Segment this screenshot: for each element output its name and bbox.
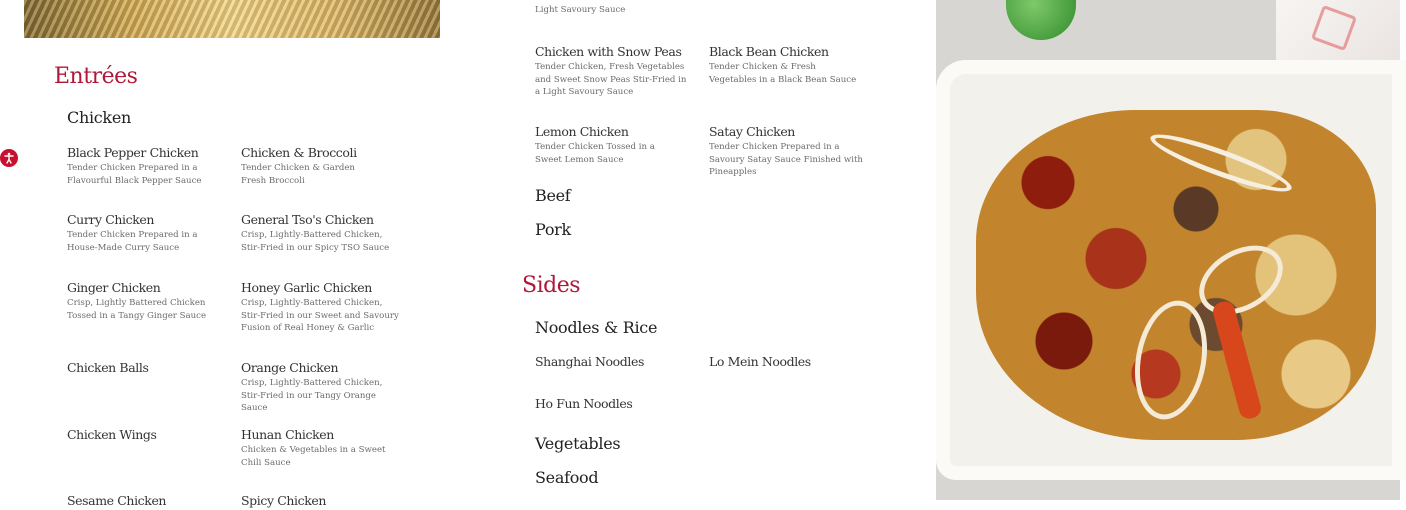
- accessibility-button[interactable]: [0, 149, 18, 167]
- menu-item-name: Chicken Balls: [67, 360, 149, 375]
- menu-item-name: Sesame Chicken: [67, 493, 167, 508]
- section-title-sides: Sides: [522, 273, 580, 298]
- menu-item-name: Chicken & Broccoli: [241, 145, 357, 160]
- menu-item-name: Black Bean Chicken: [709, 44, 829, 59]
- menu-item-partial: [535, 4, 695, 17]
- menu-item[interactable]: [241, 212, 401, 254]
- menu-item[interactable]: [709, 44, 869, 86]
- menu-item[interactable]: [535, 44, 695, 99]
- category-title-noodles-rice: Noodles & Rice: [535, 318, 658, 337]
- category-title-chicken: Chicken: [67, 108, 131, 127]
- menu-item-name: Lo Mein Noodles: [709, 354, 811, 369]
- menu-item-name: Ho Fun Noodles: [535, 396, 633, 411]
- menu-item-description: Chicken & Vegetables in a Sweet Chili Sauce: [241, 445, 386, 468]
- menu-item[interactable]: [241, 427, 401, 469]
- menu-item[interactable]: [709, 124, 869, 179]
- menu-item-name: Spicy Chicken: [241, 493, 327, 508]
- menu-item-name: Lemon Chicken: [535, 124, 629, 139]
- accessibility-icon: [3, 152, 15, 164]
- menu-item-description: Crisp, Lightly-Battered Chicken, Stir-Fried in our Tangy Orange Sauce: [241, 378, 383, 414]
- menu-item-description: Tender Chicken Prepared in a Flavourful Black Pepper Sauce: [67, 163, 202, 186]
- menu-item[interactable]: [241, 145, 401, 187]
- menu-item-name: Ginger Chicken: [67, 280, 161, 295]
- menu-item[interactable]: [535, 124, 695, 166]
- menu-item[interactable]: [67, 360, 227, 377]
- menu-item[interactable]: [241, 280, 401, 335]
- menu-item[interactable]: [67, 212, 227, 254]
- menu-item-description: Crisp, Lightly Battered Chicken Tossed in a Tangy Ginger Sauce: [67, 298, 207, 321]
- menu-item-name: Hunan Chicken: [241, 427, 334, 442]
- category-title-pork[interactable]: Pork: [535, 220, 571, 239]
- menu-item-description: Tender Chicken & Garden Fresh Broccoli: [241, 163, 355, 186]
- section-title-entrees: Entrées: [54, 64, 138, 89]
- menu-item-description: Tender Chicken, Fresh Vegetables and Sweet Snow Peas Stir-Fried in a Light Savoury Sauce: [535, 62, 687, 98]
- photo-bottle: [1006, 0, 1076, 40]
- category-title-vegetables[interactable]: Vegetables: [535, 434, 621, 453]
- menu-item[interactable]: [67, 280, 227, 322]
- menu-item[interactable]: [67, 427, 227, 444]
- menu-item-name: Curry Chicken: [67, 212, 155, 227]
- menu-item-name: Honey Garlic Chicken: [241, 280, 372, 295]
- menu-item[interactable]: [709, 354, 869, 371]
- menu-item-name: Chicken with Snow Peas: [535, 44, 682, 59]
- menu-item-name: General Tso's Chicken: [241, 212, 374, 227]
- menu-item[interactable]: [241, 493, 401, 510]
- menu-item[interactable]: [241, 360, 401, 415]
- category-title-seafood[interactable]: Seafood: [535, 468, 599, 487]
- menu-item[interactable]: [67, 145, 227, 187]
- menu-item-description: Tender Chicken & Fresh Vegetables in a Black Bean Sauce: [709, 62, 857, 85]
- menu-item-description: Crisp, Lightly-Battered Chicken, Stir-Fried in our Sweet and Savoury Fusion of Real Honey & Garlic: [241, 298, 399, 334]
- menu-item-name: Chicken Wings: [67, 427, 157, 442]
- menu-item-name: Black Pepper Chicken: [67, 145, 199, 160]
- menu-item[interactable]: [535, 396, 695, 413]
- menu-item-name: Orange Chicken: [241, 360, 339, 375]
- menu-item-name: Shanghai Noodles: [535, 354, 644, 369]
- menu-item[interactable]: [535, 354, 695, 371]
- category-title-beef[interactable]: Beef: [535, 186, 571, 205]
- menu-item-description: Light Savoury Sauce: [535, 5, 626, 15]
- menu-item-description: Crisp, Lightly-Battered Chicken, Stir-Fried in our Spicy TSO Sauce: [241, 230, 390, 253]
- menu-item-description: Tender Chicken Prepared in a Savoury Satay Sauce Finished with Pineapples: [709, 142, 863, 178]
- food-photo-side: [936, 0, 1400, 500]
- food-photo-top: [24, 0, 440, 38]
- menu-item[interactable]: [67, 493, 227, 510]
- menu-item-description: Tender Chicken Tossed in a Sweet Lemon Sauce: [535, 142, 655, 165]
- menu-item-name: Satay Chicken: [709, 124, 795, 139]
- menu-item-description: Tender Chicken Prepared in a House-Made Curry Sauce: [67, 230, 198, 253]
